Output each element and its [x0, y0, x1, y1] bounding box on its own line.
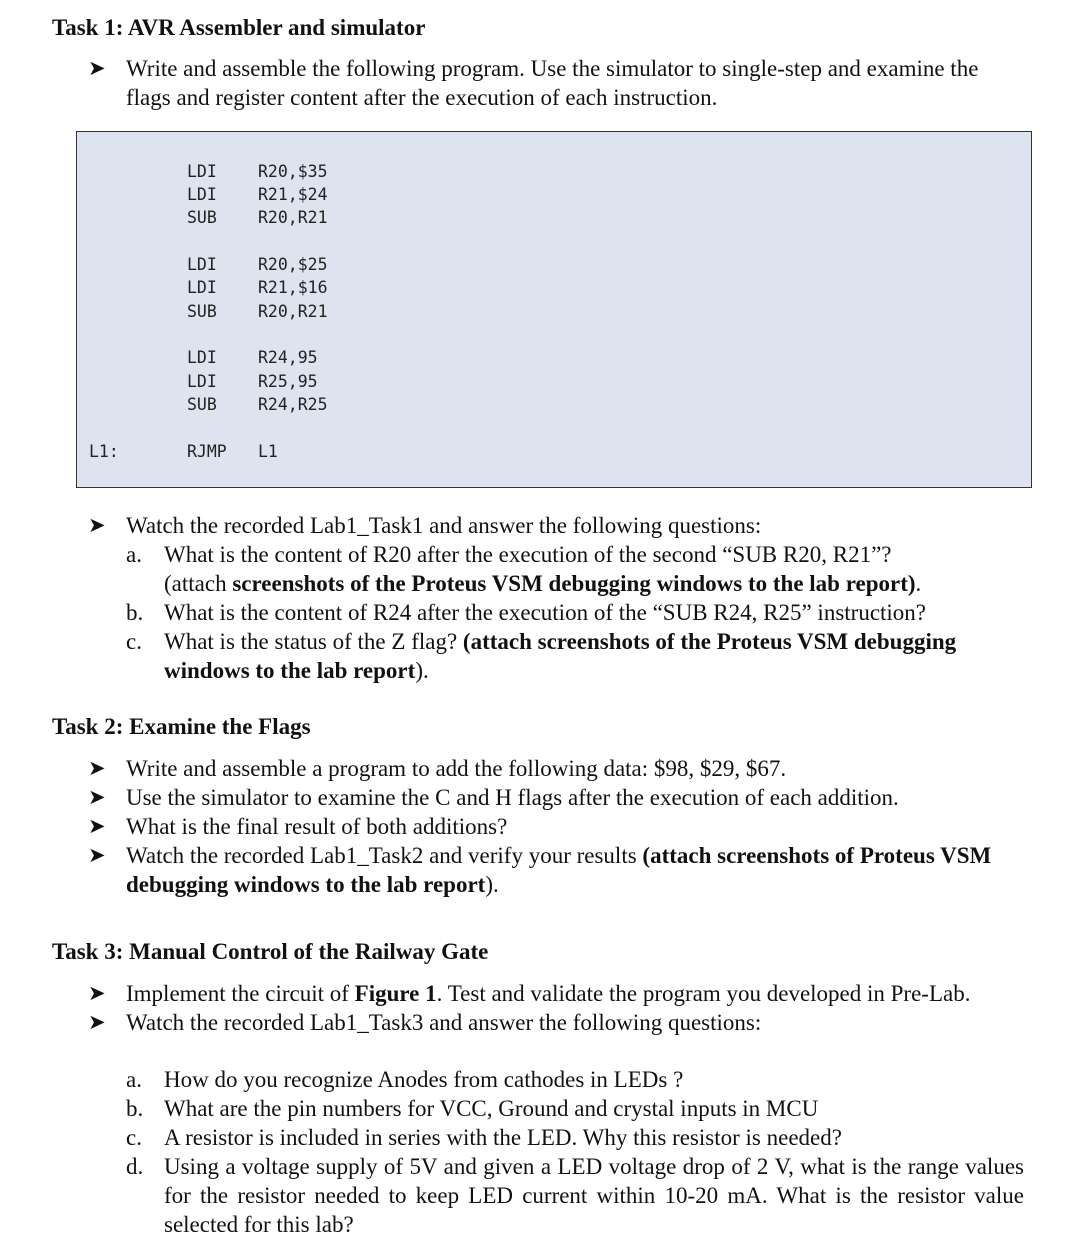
task2-emphasis: (attach screenshots of Proteus VSM debugging windows to the lab report — [126, 843, 992, 897]
list-item — [88, 783, 1024, 812]
arrowhead-bullet-icon: ➤ — [88, 513, 106, 537]
task2-heading: Task 2: Examine the Flags — [52, 714, 311, 739]
list-item — [88, 54, 1024, 112]
code-args: R21,$24 — [258, 185, 328, 204]
arrowhead-bullet-icon: ➤ — [88, 843, 106, 867]
question-text-end: ). — [415, 658, 429, 683]
task1-questions — [126, 540, 1024, 685]
arrowhead-bullet-icon: ➤ — [88, 756, 106, 780]
list-item — [88, 511, 1024, 540]
task1-heading: Task 1: AVR Assembler and simulator — [52, 15, 426, 40]
task3-questions — [126, 1065, 1024, 1239]
code-label: L1: — [89, 442, 119, 461]
arrowhead-bullet-icon: ➤ — [88, 981, 106, 1005]
list-item — [88, 754, 1024, 783]
code-op: RJMP — [187, 442, 227, 461]
question-text-cont: (attach — [164, 571, 233, 596]
task2-bullet: Use the simulator to examine the C and H flags after the execution of each addition. — [126, 785, 899, 810]
code-block — [76, 131, 1032, 488]
question-letter: c. — [126, 1125, 142, 1150]
question-item — [126, 1094, 1024, 1123]
code-op: LDI — [187, 278, 217, 297]
code-op: SUB — [187, 302, 217, 321]
task1-intro: Write and assemble the following program. Use the simulator to single-step and examine the flags and register content after the execution of each instruction. — [126, 56, 979, 110]
question-letter: a. — [126, 542, 142, 567]
question-emphasis: (attach screenshots of the Proteus VSM debugging windows to the lab report — [164, 629, 957, 683]
list-item — [88, 979, 1024, 1008]
code-op: LDI — [187, 162, 217, 181]
code-op: LDI — [187, 348, 217, 367]
question-emphasis: screenshots of the Proteus VSM debugging windows to the lab report) — [232, 571, 916, 596]
task3-bullet-end: . Test and validate the program you developed in Pre-Lab. — [436, 981, 971, 1006]
code-op: SUB — [187, 395, 217, 414]
arrowhead-bullet-icon: ➤ — [88, 814, 106, 838]
code-op: SUB — [187, 208, 217, 227]
question-item — [126, 540, 1024, 598]
task1-watch-list — [88, 511, 1024, 540]
code-args: R24,95 — [258, 348, 318, 367]
question-letter: d. — [126, 1154, 144, 1179]
task3-watch: Watch the recorded Lab1_Task3 and answer the following questions: — [126, 1010, 762, 1035]
task2-bullet: Write and assemble a program to add the following data: $98, $29, $67. — [126, 756, 787, 781]
code-args: R24,R25 — [258, 395, 328, 414]
question-text: What are the pin numbers for VCC, Ground and crystal inputs in MCU — [164, 1096, 819, 1121]
question-item — [126, 1152, 1024, 1239]
question-text: What is the content of R20 after the execution of the second “SUB R20, R21”? — [164, 542, 892, 567]
question-text-end: . — [915, 571, 922, 596]
task1-watch: Watch the recorded Lab1_Task1 and answer the following questions: — [126, 513, 762, 538]
question-item — [126, 1065, 1024, 1094]
task2-bullet: What is the final result of both additions? — [126, 814, 508, 839]
question-item — [126, 627, 1024, 685]
question-letter: a. — [126, 1067, 142, 1092]
task1-intro-list — [88, 54, 1024, 112]
task3-bullet: Implement the circuit of — [126, 981, 355, 1006]
code-args: R20,$35 — [258, 162, 328, 181]
question-text: A resistor is included in series with the LED. Why this resistor is needed? — [164, 1125, 842, 1150]
code-args: R20,R21 — [258, 302, 328, 321]
code-op: LDI — [187, 255, 217, 274]
task2-bullet-end: ). — [485, 872, 499, 897]
code-args: R21,$16 — [258, 278, 328, 297]
task2-bullet: Watch the recorded Lab1_Task2 and verify your results — [126, 843, 643, 868]
task3-list — [88, 979, 1024, 1037]
code-op: LDI — [187, 372, 217, 391]
code-args: R20,R21 — [258, 208, 328, 227]
question-text: How do you recognize Anodes from cathodes in LEDs ? — [164, 1067, 684, 1092]
task3-heading: Task 3: Manual Control of the Railway Gate — [52, 939, 489, 964]
question-letter: c. — [126, 629, 142, 654]
question-text: Using a voltage supply of 5V and given a LED voltage drop of 2 V, what is the range values for the resistor needed to keep LED current within 10-20 mA. What is the resistor value selected for this lab? — [164, 1154, 1024, 1237]
list-item — [88, 841, 1024, 899]
question-text: What is the status of the Z flag? — [164, 629, 463, 654]
figure-ref: Figure 1 — [354, 981, 437, 1006]
question-text: What is the content of R24 after the execution of the “SUB R24, R25” instruction? — [164, 600, 927, 625]
question-letter: b. — [126, 1096, 144, 1121]
list-item — [88, 1008, 1024, 1037]
arrowhead-bullet-icon: ➤ — [88, 56, 106, 80]
code-op: LDI — [187, 185, 217, 204]
code-args: L1 — [258, 442, 278, 461]
question-item — [126, 598, 1024, 627]
list-item — [88, 812, 1024, 841]
arrowhead-bullet-icon: ➤ — [88, 785, 106, 809]
code-args: R25,95 — [258, 372, 318, 391]
arrowhead-bullet-icon: ➤ — [88, 1010, 106, 1034]
question-letter: b. — [126, 600, 144, 625]
task2-list — [88, 754, 1024, 899]
code-args: R20,$25 — [258, 255, 328, 274]
question-item — [126, 1123, 1024, 1152]
